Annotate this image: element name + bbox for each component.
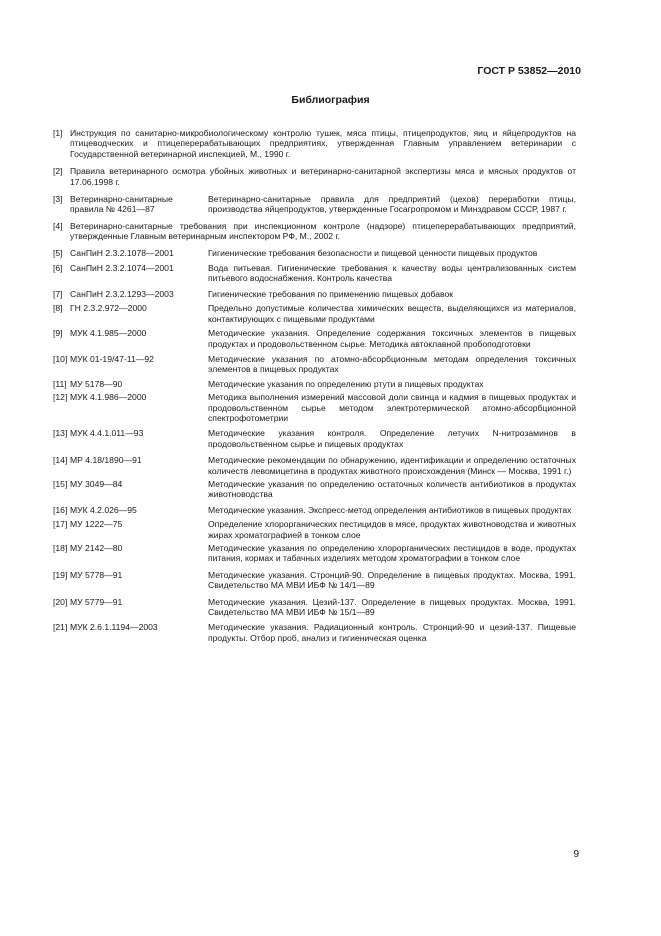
reference-text: Методические указания. Определение содержания токсичных элементов в пищевых продуктах и продовольственном сырье. Методика автоклавной пробоподготовки: [208, 328, 576, 349]
reference-text: Вода питьевая. Гигиенические требования к качеству воды централизованных систем питьевого водоснабжения. Контроль качества: [208, 263, 576, 284]
reference-code: МУ 2142—80: [70, 543, 123, 553]
reference-text: Методические указания по определению ртути в пищевых продуктах: [208, 378, 484, 389]
reference-code: МУК 4.1.985—2000: [70, 328, 147, 339]
reference-number: [15]: [53, 478, 68, 489]
reference-text: Ветеринарно-санитарные правила для предприятий (цехов) переработки птицы, производства яйцепродуктов, утвержденные Госагропромом и Минздравом СССР, 1987 г.: [208, 194, 576, 215]
reference-code: МУ 5778—91: [70, 569, 123, 580]
reference-item: [53, 194, 576, 215]
reference-code: МР 4.18/1890—91: [70, 455, 142, 466]
reference-number: [19]: [53, 569, 68, 580]
reference-item: [53, 289, 576, 299]
reference-item: [53, 328, 576, 349]
reference-number: [3]: [53, 194, 63, 205]
reference-code: СанПиН 2.3.2.1293—2003: [70, 288, 174, 299]
reference-text: Определение хлорорганических пестицидов в мясе, продуктах животноводства и животных жирах хроматографией в тонком слое: [208, 519, 576, 540]
reference-number: [14]: [53, 455, 68, 466]
reference-item: [53, 428, 576, 449]
reference-code: СанПиН 2.3.2.1074—2001: [70, 263, 174, 274]
reference-item: [53, 455, 576, 476]
reference-text: Методические указания. Цезий-137. Определение в пищевых продуктах. Москва, 1991. Свидетельство МА МВИ ИБФ № 15/1—89: [208, 596, 576, 618]
reference-text: Методические указания контроля. Определение летучих N-нитрозаминов в продовольственном сырье и пищевых продуктах: [208, 428, 576, 449]
reference-text: Предельно допустимые количества химических веществ, выделяющихся из материалов, контактирующих с пищевыми продуктами: [208, 303, 576, 324]
reference-text: Методические указания. Экспресс-метод определения антибиотиков в пищевых продуктах: [208, 504, 572, 515]
reference-text: Методические указания. Стронций-90. Определение в пищевых продуктах. Москва, 1991. Свидетельство МА МВИ ИБФ № 14/1—89: [208, 569, 576, 591]
reference-code: МУК 4.2.026—95: [70, 504, 137, 515]
reference-code: МУ 5779—91: [70, 596, 123, 607]
reference-code: ГН 2.3.2.972—2000: [70, 303, 147, 314]
reference-code: МУ 1222—75: [70, 519, 123, 530]
reference-text: Гигиенические требования по применению пищевых добавок: [208, 288, 454, 299]
reference-number: [17]: [53, 519, 68, 530]
reference-number: [7]: [53, 288, 63, 299]
reference-number: [4]: [53, 220, 63, 231]
reference-text: Методические указания по определению хлорорганических пестицидов в воде, продуктах питания, кормах и табачных изделиях методом хроматографии в тонком слое: [208, 543, 576, 564]
reference-item: [53, 570, 576, 591]
reference-item: [53, 354, 576, 375]
reference-item: [53, 379, 576, 389]
reference-item: [53, 303, 576, 324]
reference-number: [12]: [53, 392, 68, 403]
reference-item: [53, 543, 576, 564]
page-number: 9: [573, 849, 579, 860]
reference-number: [20]: [53, 596, 68, 607]
reference-code: МУК 4.1.986—2000: [70, 392, 147, 403]
reference-number: [8]: [53, 303, 63, 314]
reference-number: [1]: [53, 128, 63, 138]
page-title: Библиография: [291, 94, 370, 106]
reference-number: [5]: [53, 247, 63, 258]
reference-text: Правила ветеринарного осмотра убойных животных и ветеринарно-санитарной экспертизы мяса и мясных продуктов от 17.06.1998 г.: [70, 166, 576, 187]
reference-text: Гигиенические требования безопасности и пищевой ценности пищевых продуктов: [208, 247, 538, 258]
reference-text: Методика выполнения измерений массовой доли свинца и кадмия в пищевых продуктах и продовольственном сырье методом электротермической атомно-абсорбционной спектрофотометрии: [208, 392, 576, 423]
reference-number: [18]: [53, 543, 68, 553]
reference-text: Методические указания по определению остаточных количеств антибиотиков в продуктах животноводства: [208, 478, 576, 500]
reference-item: [53, 128, 576, 159]
reference-item: [53, 392, 576, 423]
reference-number: [10]: [53, 353, 68, 364]
reference-text: Методические указания. Радиационный контроль. Стронций-90 и цезий-137. Пищевые продукты. Отбор проб, анализ и гигиеническая оценка: [208, 622, 576, 643]
reference-code: МУК 2.6.1.1194—2003: [70, 622, 158, 633]
reference-code: МУ 3049—84: [70, 478, 123, 489]
reference-item: [53, 505, 576, 515]
reference-code: МУК 01-19/47-11—92: [70, 353, 154, 364]
reference-number: [2]: [53, 166, 63, 177]
reference-text: Методические рекомендации по обнаружению, идентификации и определению остаточных количеств левомицетина в продуктах животного происхождения (Минск — Москва, 1991 г.): [208, 455, 576, 476]
reference-item: [53, 479, 576, 500]
reference-number: [21]: [53, 622, 68, 633]
reference-code: Ветеринарно-санитарные правила № 4261—87: [70, 194, 173, 215]
document-code: ГОСТ Р 53852—2010: [477, 65, 581, 77]
reference-item: [53, 622, 576, 643]
reference-number: [6]: [53, 263, 63, 274]
reference-item: [53, 597, 576, 618]
reference-number: [9]: [53, 328, 63, 339]
reference-code: МУК 4.4.1.011—93: [70, 428, 144, 439]
reference-number: [16]: [53, 504, 68, 515]
reference-text: Инструкция по санитарно-микробиологическому контролю тушек, мяса птицы, птицепродуктов, яиц и яйцепродуктов на птицеводческих и птицеперерабатывающих предприятиях, утвержденная Главным управлением ветеринарии с Государственной ветеринарной инспекцией, М., 1990 г.: [70, 128, 576, 159]
reference-item: [53, 519, 576, 540]
reference-text: Ветеринарно-санитарные требования при инспекционном контроле (надзоре) птицеперерабатывающих предприятий, утвержденные Главным ветеринарным инспектором РФ, М., 2002 г.: [70, 220, 576, 242]
reference-item: [53, 166, 576, 187]
reference-code: СанПиН 2.3.2.1078—2001: [70, 247, 174, 258]
reference-number: [11]: [53, 378, 67, 389]
reference-item: [53, 248, 576, 258]
bibliography-list: [53, 128, 576, 643]
reference-number: [13]: [53, 428, 68, 439]
reference-code: МУ 5178—90: [70, 378, 123, 389]
reference-text: Методические указания по атомно-абсорбционным методам определения токсичных элементов в пищевых продуктах: [208, 353, 576, 375]
reference-item: [53, 221, 576, 242]
reference-item: [53, 263, 576, 284]
